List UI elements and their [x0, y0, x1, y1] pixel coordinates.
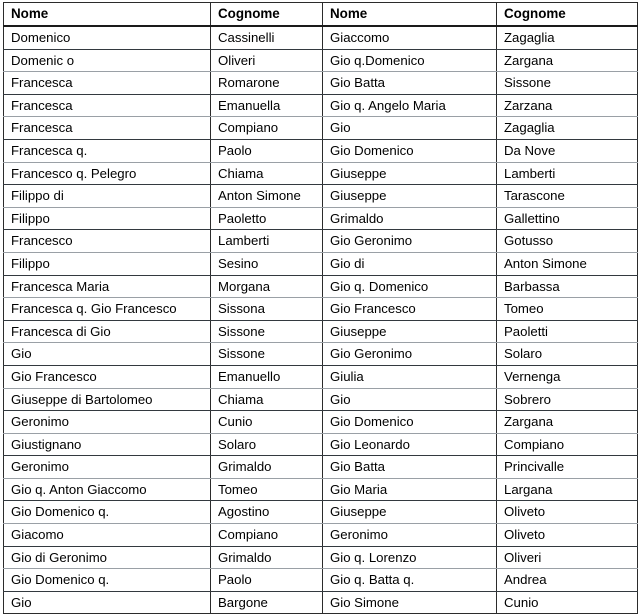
cell-nome-2: Gio Maria	[323, 478, 497, 501]
cell-nome-1: Filippo di	[4, 185, 211, 208]
cell-nome-1: Francesca	[4, 117, 211, 140]
column-header-nome-1: Nome	[4, 3, 211, 27]
cell-nome-2: Gio q. Batta q.	[323, 569, 497, 592]
cell-nome-2: Gio	[323, 117, 497, 140]
cell-nome-2: Grimaldo	[323, 207, 497, 230]
table-row	[4, 94, 638, 117]
cell-nome-1: Geronimo	[4, 456, 211, 479]
table-row	[4, 343, 638, 366]
cell-cognome-2: Barbassa	[497, 275, 638, 298]
cell-nome-2: Gio Batta	[323, 72, 497, 95]
cell-cognome-2: Andrea	[497, 569, 638, 592]
cell-cognome-2: Lamberti	[497, 162, 638, 185]
names-table	[3, 2, 638, 614]
table-row	[4, 49, 638, 72]
cell-cognome-1: Sissone	[211, 320, 323, 343]
cell-cognome-1: Cassinelli	[211, 26, 323, 49]
cell-cognome-2: Da Nove	[497, 139, 638, 162]
cell-cognome-2: Tomeo	[497, 298, 638, 321]
cell-cognome-1: Chiama	[211, 162, 323, 185]
table-body	[4, 26, 638, 614]
table-row	[4, 524, 638, 547]
cell-cognome-1: Compiano	[211, 117, 323, 140]
cell-cognome-2: Gallettino	[497, 207, 638, 230]
table-row	[4, 230, 638, 253]
cell-cognome-2: Gotusso	[497, 230, 638, 253]
cell-nome-1: Giustignano	[4, 433, 211, 456]
cell-nome-1: Domenico	[4, 26, 211, 49]
cell-cognome-2: Oliveri	[497, 546, 638, 569]
cell-cognome-1: Agostino	[211, 501, 323, 524]
cell-cognome-1: Grimaldo	[211, 546, 323, 569]
cell-cognome-1: Sissona	[211, 298, 323, 321]
cell-nome-1: Francesca q.	[4, 139, 211, 162]
cell-cognome-1: Oliveri	[211, 49, 323, 72]
cell-cognome-1: Paolo	[211, 139, 323, 162]
table-row	[4, 546, 638, 569]
cell-cognome-1: Emanuello	[211, 365, 323, 388]
cell-cognome-2: Princivalle	[497, 456, 638, 479]
table-row	[4, 569, 638, 592]
cell-nome-1: Filippo	[4, 207, 211, 230]
table-header-row	[4, 3, 638, 27]
table-row	[4, 26, 638, 49]
table-row	[4, 207, 638, 230]
cell-nome-2: Giuseppe	[323, 162, 497, 185]
table-row	[4, 117, 638, 140]
cell-cognome-1: Romarone	[211, 72, 323, 95]
cell-nome-2: Giaccomo	[323, 26, 497, 49]
cell-cognome-2: Zagaglia	[497, 26, 638, 49]
cell-cognome-1: Chiama	[211, 388, 323, 411]
cell-cognome-2: Solaro	[497, 343, 638, 366]
cell-nome-1: Francesca di Gio	[4, 320, 211, 343]
cell-cognome-1: Sissone	[211, 343, 323, 366]
table-row	[4, 591, 638, 614]
table-row	[4, 478, 638, 501]
cell-nome-2: Gio Domenico	[323, 139, 497, 162]
cell-cognome-2: Tarascone	[497, 185, 638, 208]
cell-cognome-2: Zarzana	[497, 94, 638, 117]
cell-cognome-2: Vernenga	[497, 365, 638, 388]
cell-nome-2: Gio Simone	[323, 591, 497, 614]
cell-cognome-1: Solaro	[211, 433, 323, 456]
cell-nome-1: Filippo	[4, 252, 211, 275]
cell-cognome-1: Morgana	[211, 275, 323, 298]
table-row	[4, 72, 638, 95]
cell-nome-1: Francesco q. Pelegro	[4, 162, 211, 185]
cell-cognome-2: Sissone	[497, 72, 638, 95]
table-row	[4, 320, 638, 343]
cell-nome-1: Giuseppe di Bartolomeo	[4, 388, 211, 411]
table-row	[4, 433, 638, 456]
cell-nome-2: Gio q. Angelo Maria	[323, 94, 497, 117]
cell-nome-1: Gio	[4, 591, 211, 614]
cell-cognome-2: Paoletti	[497, 320, 638, 343]
cell-nome-2: Gio Geronimo	[323, 343, 497, 366]
cell-nome-2: Gio di	[323, 252, 497, 275]
column-header-nome-2: Nome	[323, 3, 497, 27]
cell-nome-2: Gio Geronimo	[323, 230, 497, 253]
cell-nome-2: Giuseppe	[323, 501, 497, 524]
table-header	[4, 3, 638, 27]
cell-nome-2: Gio Batta	[323, 456, 497, 479]
cell-cognome-2: Zargana	[497, 49, 638, 72]
cell-cognome-1: Bargone	[211, 591, 323, 614]
cell-nome-2: Giulia	[323, 365, 497, 388]
cell-cognome-1: Tomeo	[211, 478, 323, 501]
cell-cognome-1: Lamberti	[211, 230, 323, 253]
column-header-cognome-1: Cognome	[211, 3, 323, 27]
cell-nome-2: Gio q.Domenico	[323, 49, 497, 72]
cell-nome-2: Gio	[323, 388, 497, 411]
cell-nome-2: Giuseppe	[323, 185, 497, 208]
cell-nome-1: Gio di Geronimo	[4, 546, 211, 569]
table-row	[4, 388, 638, 411]
cell-nome-1: Geronimo	[4, 411, 211, 434]
cell-cognome-2: Anton Simone	[497, 252, 638, 275]
table-row	[4, 365, 638, 388]
cell-cognome-1: Grimaldo	[211, 456, 323, 479]
cell-nome-1: Giacomo	[4, 524, 211, 547]
table-row	[4, 185, 638, 208]
table-row	[4, 411, 638, 434]
cell-nome-2: Gio q. Lorenzo	[323, 546, 497, 569]
column-header-cognome-2: Cognome	[497, 3, 638, 27]
table-row	[4, 298, 638, 321]
cell-cognome-2: Compiano	[497, 433, 638, 456]
cell-cognome-2: Cunio	[497, 591, 638, 614]
cell-nome-1: Francesca q. Gio Francesco	[4, 298, 211, 321]
table-row	[4, 456, 638, 479]
cell-cognome-1: Paoletto	[211, 207, 323, 230]
cell-nome-1: Gio q. Anton Giaccomo	[4, 478, 211, 501]
cell-cognome-2: Oliveto	[497, 524, 638, 547]
cell-nome-1: Gio Domenico q.	[4, 501, 211, 524]
cell-cognome-2: Sobrero	[497, 388, 638, 411]
cell-nome-1: Francesca Maria	[4, 275, 211, 298]
cell-cognome-1: Paolo	[211, 569, 323, 592]
table-row	[4, 139, 638, 162]
cell-cognome-1: Emanuella	[211, 94, 323, 117]
cell-nome-2: Gio Leonardo	[323, 433, 497, 456]
table-row	[4, 275, 638, 298]
cell-nome-1: Gio Francesco	[4, 365, 211, 388]
cell-nome-1: Domenic o	[4, 49, 211, 72]
cell-nome-2: Geronimo	[323, 524, 497, 547]
cell-cognome-1: Cunio	[211, 411, 323, 434]
cell-nome-1: Gio Domenico q.	[4, 569, 211, 592]
cell-nome-2: Giuseppe	[323, 320, 497, 343]
cell-cognome-2: Largana	[497, 478, 638, 501]
cell-cognome-1: Sesino	[211, 252, 323, 275]
table-row	[4, 501, 638, 524]
cell-nome-1: Francesco	[4, 230, 211, 253]
cell-nome-1: Gio	[4, 343, 211, 366]
cell-nome-2: Gio Domenico	[323, 411, 497, 434]
cell-cognome-2: Zagaglia	[497, 117, 638, 140]
cell-nome-1: Francesca	[4, 72, 211, 95]
cell-cognome-2: Oliveto	[497, 501, 638, 524]
table-row	[4, 162, 638, 185]
cell-cognome-1: Anton Simone	[211, 185, 323, 208]
cell-cognome-1: Compiano	[211, 524, 323, 547]
cell-cognome-2: Zargana	[497, 411, 638, 434]
cell-nome-2: Gio Francesco	[323, 298, 497, 321]
cell-nome-1: Francesca	[4, 94, 211, 117]
cell-nome-2: Gio q. Domenico	[323, 275, 497, 298]
table-row	[4, 252, 638, 275]
